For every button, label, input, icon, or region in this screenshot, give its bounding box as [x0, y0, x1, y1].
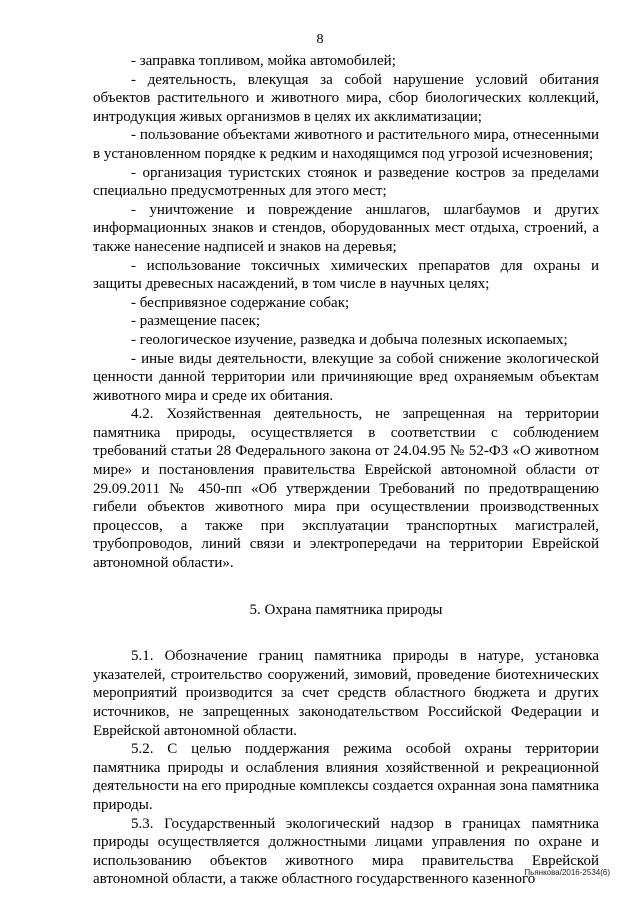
list-item: - заправка топливом, мойка автомобилей;: [131, 53, 396, 69]
paragraph-5-2: 5.2. С целью поддержания режима особой охраны территории памятника природы и ослабления влияния хозяйственной и рекреационной деятельности на его природные комплексы создается охранная зона памятника природы.: [93, 741, 599, 813]
document-footer-code: Пьянкова/2016-2534(6): [524, 868, 610, 877]
list-item: - беспривязное содержание собак;: [131, 294, 350, 311]
list-item: - размещение пасек;: [131, 313, 261, 330]
paragraph-5-1: 5.1. Обозначение границ памятника природы в натуре, установка указателей, строительство сооружений, зимовий, проведение биотехнических мероприятий производится за счет средств областного бюджета и других источников, не запрещенных законодательством Российской Федерации и Еврейской автономной области.: [93, 648, 599, 739]
list-item: - деятельность, влекущая за собой нарушение условий обитания объектов растительного и животного мира, сбор биологических коллекций, интродукция живых организмов в целях их акклиматизации;: [93, 71, 599, 125]
paragraph-5-3: 5.3. Государственный экологический надзор в границах памятника природы осуществляется должностными лицами управления по охране и использованию объектов животного мира правительства Еврейской автономной области, а также областного государственного казенного: [93, 815, 599, 888]
list-item: - использование токсичных химических препаратов для охраны и защиты древесных насаждений, в том числе в научных целях;: [93, 257, 599, 293]
page-number: 8: [316, 32, 324, 47]
list-item: - организация туристских стоянок и разведение костров за пределами специально предусмотренных для этого мест;: [93, 164, 599, 200]
list-item: - пользование объектами животного и растительного мира, отнесенными в установленном порядке к редким и находящимся под угрозой исчезновения;: [93, 127, 599, 162]
list-item: - иные виды деятельности, влекущие за собой снижение экологической ценности данной территории или причиняющие вред охраняемым объектам животного мира и среде их обитания.: [93, 350, 599, 404]
list-item: - уничтожение и повреждение аншлагов, шлагбаумов и других информационных знаков и стендов, оборудованных мест отдыха, строений, а также нанесение надписей и знаков на деревья;: [93, 201, 599, 255]
paragraph-4-2: 4.2. Хозяйственная деятельность, не запрещенная на территории памятника природы, осуществляется в соответствии с соблюдением требований статьи 28 Федерального закона от 24.04.95 № 52-ФЗ «О животном мире» и постановления правительства Еврейской автономной области от 29.09.2011 № 450-пп «Об утверждении Требований по предотвращению гибели объектов животного мира при осуществлении производственных процессов, а также при эксплуатации транспортных магистралей, трубопроводов, линий связи и электропередачи на территории Еврейской автономной области».: [93, 406, 599, 572]
section-heading: 5. Охрана памятника природы: [249, 601, 443, 618]
document-body: [93, 52, 599, 889]
list-item: - геологическое изучение, разведка и добыча полезных ископаемых;: [131, 331, 568, 348]
